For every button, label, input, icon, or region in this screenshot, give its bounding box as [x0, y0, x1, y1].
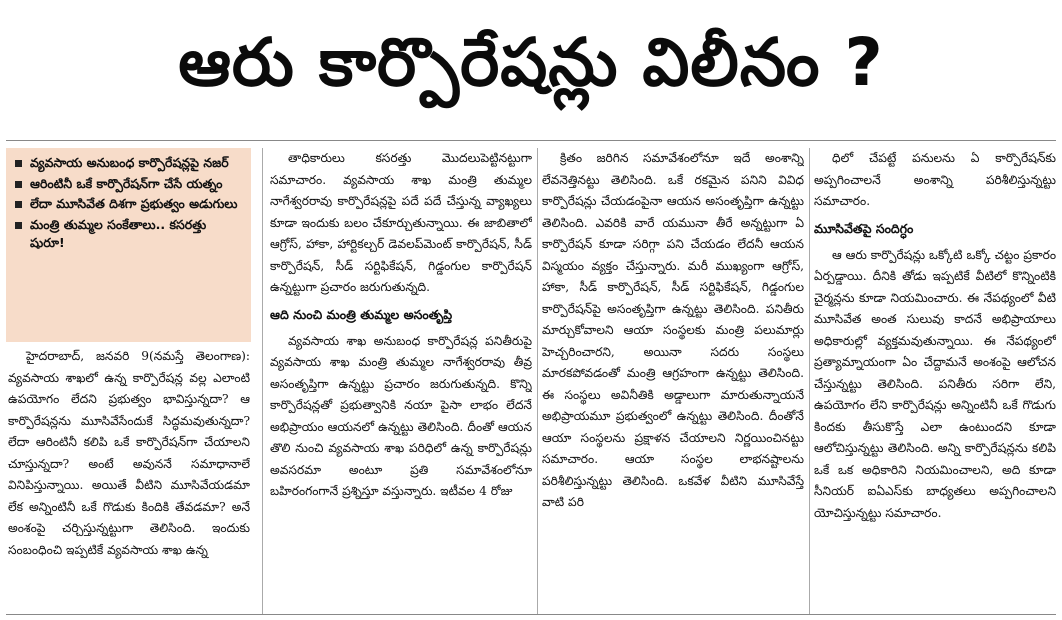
column-divider — [262, 148, 263, 614]
bullet-square-icon — [15, 181, 22, 188]
highlight-item: వ్యవసాయ అనుబంధ కార్పొరేషన్లపై నజర్ — [14, 154, 243, 173]
paragraph: ధిలో చేపట్టే పనులను ఏ కార్పొరేషన్‌కు అప్పగించాలనే అంశాన్ని పరిశీలిస్తున్నట్టు సమాచారం. — [814, 151, 1056, 208]
paragraph: తాధికారులు కసరత్తు మొదలుపెట్టినట్టుగా సమాచారం. వ్యవసాయ శాఖ మంత్రి తుమ్మల నాగేశ్వరరావు కార్పొరేషన్లపై పదే పదే చేస్తున్న వ్యాఖ్యలు కూడా ఇందుకు బలం చేకూర్చుతున్నాయి. ఈ జాబితాలో ఆగ్రోస్, హాకా, హార్టికల్చర్ డెవలప్‌మెంట్ కార్పొరేషన్, సీడ్ కార్పొరేషన్, సీడ్ సర్టిఫికేషన్, గిడ్డంగుల కార్పొరేషన్ ఉన్నట్టుగా ప్రచారం జరుగుతున్నది. — [270, 151, 532, 294]
highlight-item: లేదా మూసివేత దిశగా ప్రభుత్వం అడుగులు — [14, 195, 243, 214]
paragraph: ఆ ఆరు కార్పొరేషన్లు ఒక్కోటి ఒక్కో చట్టం ప్రకారం ఏర్పడ్డాయి. దీనికి తోడు ఇప్పటికే వీటిలో కొన్నింటికి చైర్మన్లను కూడా నియమించారు. ఈ నేపథ్యంలో వీటి మూసివేత అంత సులువు కాదనే అభిప్రాయాలు అధికారుల్లో వ్యక్తమవుతున్నాయి. ఈ నేపథ్యంలో ప్రత్యామ్నాయంగా ఏం చేద్దామనే అంశంపై ఆలోచన చేస్తున్నట్టు తెలిసింది. పనితీరు సరిగా లేని, ఉపయోగం లేని కార్పొరేషన్లు అన్నింటినీ ఒకే గొడుగు కిందకు తీసుకొస్తే ఎలా ఉంటుందని కూడా ఆలోచిస్తున్నట్టు తెలిసింది. అన్ని కార్పొరేషన్లను కలిపి ఒకే ఒక అధికారిని నియమించాలని, అది కూడా సీనియర్ ఐఏఎస్‌కు బాధ్యతలు అప్పగించాలని యోచిస్తున్నట్టు సమాచారం. — [814, 247, 1056, 520]
paragraph: వ్యవసాయ శాఖ అనుబంధ కార్పొరేషన్ల పనితీరుపై వ్యవసాయ శాఖ మంత్రి తుమ్మల నాగేశ్వరరావు తీవ్ర అసంతృప్తిగా ఉన్నట్టు ప్రచారం జరుగుతున్నది. కొన్ని కార్పొరేషన్లతో ప్రభుత్వానికి నయా పైసా లాభం లేదనే అభిప్రాయం ఆయనలో ఉన్నట్టు తెలిసింది. దీంతో ఆయన తొలి నుంచి వ్యవసాయ శాఖ పరిధిలో ఉన్న కార్పొరేషన్లు అవసరమా అంటూ ప్రతి సమావేశంలోనూ బహిరంగంగానే ప్రశ్నిస్తూ వస్తున్నారు. ఇటీవల 4 రోజు — [270, 333, 532, 498]
bullet-square-icon — [15, 160, 22, 167]
article-column-4 — [814, 148, 1056, 614]
bottom-divider — [6, 614, 1056, 615]
subheading: ఆది నుంచి మంత్రి తుమ్మల అసంతృప్తి — [270, 306, 453, 322]
article-column-3 — [542, 148, 804, 614]
highlights-box — [6, 148, 251, 342]
bullet-square-icon — [15, 222, 22, 229]
subheading: మూసివేతపై సందిగ్ధం — [814, 220, 914, 236]
highlight-item: ఆరింటినీ ఒకే కార్పొరేషన్‌గా చేసే యత్నం — [14, 175, 243, 194]
column-divider — [537, 148, 538, 614]
headline: ఆరు కార్పొరేషన్లు విలీనం ? — [178, 23, 884, 101]
bullet-square-icon — [15, 201, 22, 208]
paragraph: హైదరాబాద్, జనవరి 9(నమస్తే తెలంగాణ): వ్యవసాయ శాఖలో ఉన్న కార్పొరేషన్ల వల్ల ఎలాంటి ఉపయోగం లేదని ప్రభుత్వం భావిస్తున్నదా? ఆ కార్పొరేషన్లను మూసివేసేందుకే సిద్ధమవుతున్నదా? లేదా ఆరింటినీ కలిపి ఒకే కార్పొరేషన్‌గా చేయాలని చూస్తున్నదా? అంటే అవుననే సమాధానాలే వినిపిస్తున్నాయి. అయితే వీటిని మూసివేయడమా లేక అన్నింటినీ ఒకే గొడుకు కిందికి తేవడమా? అనే అంశంపై చర్చిస్తున్నట్టుగా తెలిసింది. ఇందుకు సంబంధించి ఇప్పటికే వ్యవసాయ శాఖ ఉన్న — [8, 349, 250, 557]
article-column-1 — [8, 346, 250, 614]
column-divider — [809, 148, 810, 614]
highlights-list — [14, 154, 243, 253]
top-divider — [6, 140, 1056, 141]
highlight-item: మంత్రి తుమ్మల సంకేతాలు.. కసరత్తు షురూ! — [14, 216, 243, 253]
paragraph: క్రితం జరిగిన సమావేశంలోనూ ఇదే అంశాన్ని లేవనెత్తినట్టు తెలిసింది. ఒకే రకమైన పనిని వివిధ కార్పొరేషన్లు చేయడంపైనా ఆయన అసంతృప్తిగా ఉన్నట్టు తెలిసింది. ఎవరికి వారే యమునా తీరే అన్నట్టుగా ఏ కార్పొరేషన్ కూడా సరిగ్గా పని చేయడం లేదనీ ఆయన విస్మయం వ్యక్తం చేస్తున్నారు. మరీ ముఖ్యంగా ఆగ్రోస్, హాకా, సీడ్ కార్పొరేషన్, సీడ్ సర్టిఫికేషన్, గిడ్డంగుల కార్పొరేషన్‌పై అసంతృప్తిగా ఉన్నట్టు తెలిసింది. పనితీరు మార్చుకోవాలని ఆయా సంస్థలకు మంత్రి పలుమార్లు హెచ్చరించారని, అయినా సదరు సంస్థలు మారకపోవడంతో మంత్రి ఆగ్రహంగా ఉన్నట్టు తెలిసింది. ఈ సంస్థలు అవినీతికి అడ్డాలుగా మారుతున్నాయనే అభిప్రాయమూ ప్రభుత్వంలో ఉన్నట్టు తెలిసింది. దీంతోనే ఆయా సంస్థలను ప్రక్షాళన చేయాలని నిర్ణయించినట్టు సమాచారం. ఆయా సంస్థల లాభనష్టాలను పరిశీలిస్తున్నట్టు తెలిసింది. ఒకవేళ వీటిని మూసివేస్తే వాటి పరి — [542, 151, 804, 509]
article-column-2 — [270, 148, 532, 614]
